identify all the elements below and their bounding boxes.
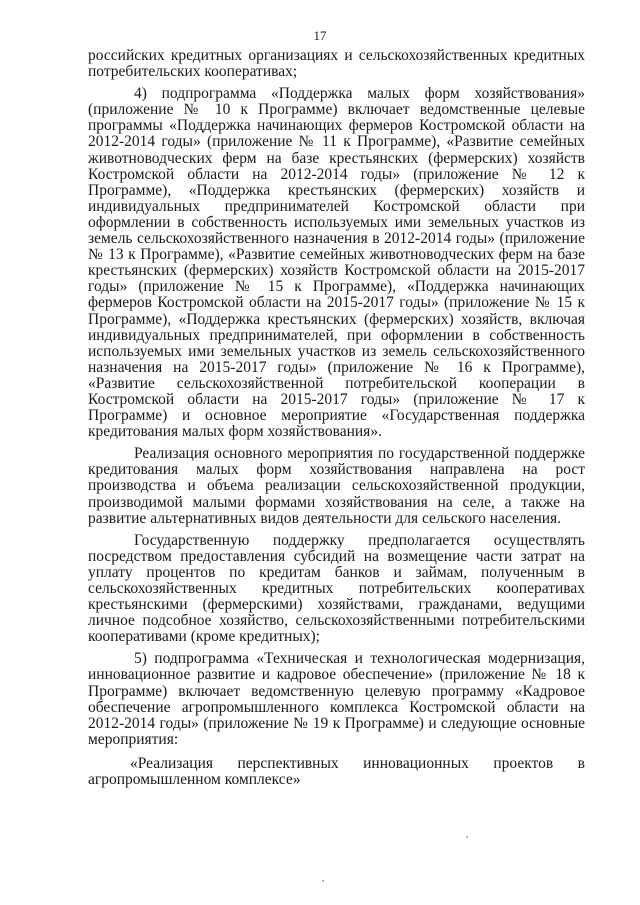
paragraph-subprogram-5: 5) подпрограмма «Техническая и технологическая модернизация, инновационное развитие и кадровое обеспечение» (приложение № 18 к Программе) включает ведомственную целевую программу «Кадровое обеспечение агропромышленного комплекса Костромской области на 2012-2014 годы» (приложение № 19 к Программе) и следующие основные мероприятия: — [88, 650, 585, 748]
paragraph-subprogram-4: 4) подпрограмма «Поддержка малых форм хозяйствования» (приложение № 10 к Программе) включает ведомственные целевые программы «Поддержка начинающих фермеров Костромской области на 2012-2014 годы» (приложение № 11 к Программе), «Развитие семейных животноводческих ферм на базе крестьянских (фермерских) хозяйств Костромской области на 2012-2014 годы» (приложение № 12 к Программе), «Поддержка крестьянских (фермерских) хозяйств и индивидуальных предпринимателей Костромской области при оформлении в собственность используемых ими земельных участков из земель сельскохозяйственного назначения в 2012-2014 годы» (приложение № 13 к Программе), «Развитие семейных животноводческих ферм на базе крестьянских (фермерских) хозяйств Костромской области на 2015-2017 годы» (приложение № 15 к Программе), «Поддержка начинающих фермеров Костромской области на 2015-2017 годы» (приложение № 15 к Программе), «Поддержка крестьянских (фермерских) хозяйств, включая индивидуальных предпринимателей, при оформлении в собственность используемых ими земельных участков из земель сельскохозяйственного назначения на 2015-2017 годы» (приложение № 16 к Программе), «Развитие сельскохозяйственной потребительской кооперации в Костромской области на 2015-2017 годы» (приложение № 17 к Программе) и основное мероприятие «Государственная поддержка кредитования малых форм хозяйствования». — [88, 85, 585, 441]
paragraph-credit-support-implementation: Реализация основного мероприятия по государственной поддержке кредитования малых форм хозяйствования направлена на рост производства и объема реализации сельскохозяйственной продукции, производимой малыми формами хозяйствования на селе, а также на развитие альтернативных видов деятельности для сельского населения. — [88, 445, 585, 527]
paragraph-state-support-subsidies: Государственную поддержку предполагается осуществлять посредством предоставления субсидий на возмещение части затрат на уплату процентов по кредитам банков и займам, полученным в сельскохозяйственных кредитных потребительских кооперативах крестьянскими (фермерскими) хозяйствами, гражданами, ведущими личное подсобное хозяйство, сельскохозяйственными потребительскими кооперативами (кроме кредитных); — [88, 531, 585, 646]
paragraph-credit-organizations: российских кредитных организациях и сельскохозяйственных кредитных потребительских кооперативах; — [88, 47, 585, 81]
page-number: 17 — [313, 28, 327, 43]
scan-speck — [322, 880, 324, 882]
document-body — [88, 48, 585, 788]
scan-speck — [466, 836, 468, 838]
paragraph-innovative-projects: «Реализация перспективных инновационных проектов в агропромышленном комплексе» — [88, 754, 585, 789]
